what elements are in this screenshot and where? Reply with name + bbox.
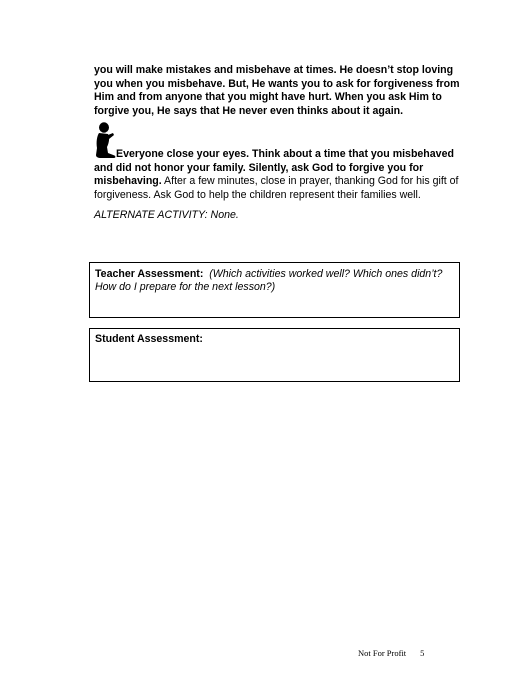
prayer-instruction-bold: Everyone close your eyes. Think about a time that you misbehaved and did not honor your family. Silently, ask God to forgive you for misbehaving.	[94, 148, 454, 188]
prayer-instruction-regular: After a few minutes, close in prayer, thanking God for his gift of forgiveness. Ask God to help the children represent their families well.	[94, 175, 459, 201]
teacher-assessment-box[interactable]	[89, 262, 460, 318]
footer-text: Not For Profit	[358, 648, 407, 658]
page-footer	[358, 648, 424, 658]
body-paragraph-2	[94, 148, 466, 202]
teacher-assessment-label: Teacher Assessment:	[95, 268, 204, 280]
student-assessment-box[interactable]	[89, 328, 460, 382]
student-assessment-label: Student Assessment:	[95, 333, 203, 345]
alternate-activity: ALTERNATE ACTIVITY: None.	[94, 209, 239, 221]
page-number: 5	[420, 648, 425, 658]
teacher-assessment-prompt: (Which activities worked well? Which ones didn’t? How do I prepare for the next lesson?)	[95, 268, 443, 294]
body-paragraph-1: you will make mistakes and misbehave at times. He doesn’t stop loving you when you misbehave. But, He wants you to ask for forgiveness from Him and from anyone that you might have hurt. When you ask Him to forgive you, He says that He never even thinks about it again.	[94, 64, 460, 117]
